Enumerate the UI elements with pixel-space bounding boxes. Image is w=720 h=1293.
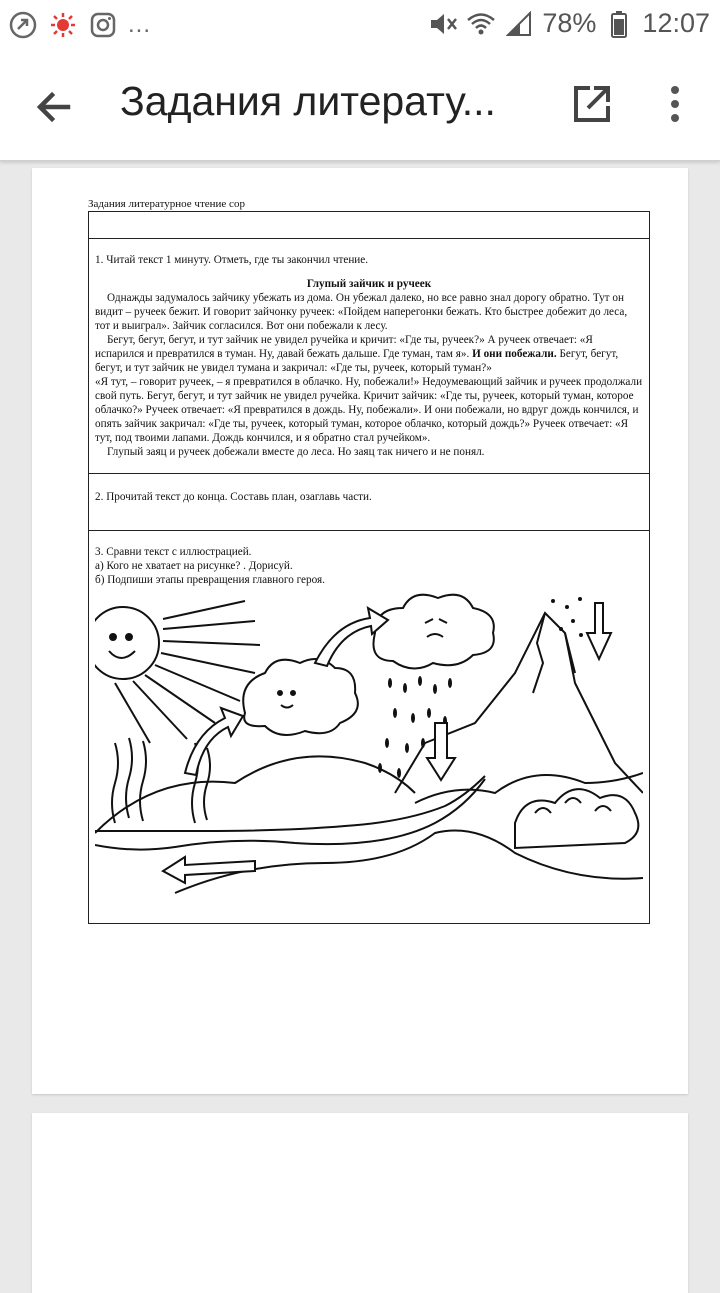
hills-drawing: [95, 756, 638, 848]
wifi-icon: [466, 9, 496, 39]
task-1-instruction: 1. Читай текст 1 минуту. Отметь, где ты закончил чтение.: [95, 254, 369, 266]
task-3-item-a: а) Кого не хватает на рисунке? . Дорисуй.: [95, 560, 293, 572]
story-bold-span: И они побежали.: [472, 348, 557, 360]
more-notifications-indicator: ...: [128, 11, 152, 38]
task-3-instruction: 3. Сравни текст с иллюстрацией.: [95, 546, 252, 558]
water-cycle-illustration: [95, 593, 643, 905]
empty-row: [89, 212, 650, 239]
back-button[interactable]: [30, 83, 78, 131]
rain-cloud-drawing: [373, 595, 493, 669]
more-vert-icon: [660, 82, 690, 126]
document-page[interactable]: [32, 168, 688, 1094]
signal-icon: [504, 9, 534, 39]
battery-icon: [604, 9, 634, 39]
task-3-cell: [89, 531, 650, 924]
task-table: [88, 211, 650, 924]
story-paragraph: [95, 333, 643, 375]
app-bar: [0, 50, 720, 161]
document-title: Задания литерату...: [120, 78, 496, 124]
story-paragraph: «Я тут, – говорит ручеек, – я превратился в облачко. Ну, побежали!» Недоумевающий зайчик и ручеек продолжали свой путь. Бегут, бегут, и тут зайчик не увидел ручейка. Кричит зайчик: «Где ты, ручеек, который туман, которое облачко?» Ручеек отвечает: «Я превратился в дождь. Ну, побежали». И они побежали, но вдруг дождь кончился, и опять зайчик закричал: «Где ты, ручеек, который туман, которое облачко, который дождь?» Ручеек отвечает: «Я тут, под твоими лапами. Дождь кончился, и я обратно стал ручейком».: [95, 376, 643, 444]
story-title: Глупый зайчик и ручеек: [306, 278, 432, 290]
document-page-next[interactable]: [32, 1113, 688, 1293]
notification-icon: [48, 10, 78, 40]
mute-icon: [428, 9, 458, 39]
status-bar: [0, 0, 720, 50]
cloud-drawing: [243, 659, 358, 735]
story-text-span: Бегут, бегут, бегут, и тут зайчик не увидел ручейка и кричит: «Где ты, ручеек?» А ручеек отвечает: «Я испарился и превратился в туман. Ну, давай бежать дальше. Где туман, там я».: [95, 334, 593, 360]
story-paragraph: Однажды задумалось зайчику убежать из дома. Он убежал далеко, но все равно знал дорогу обратно. Тут он видит – ручеек бежит. И говорит зайчонку ручеек: «Пойдем наперегонки бежать. Кто быстрее добежит до леса, тот и выиграл». Зайчик согласился. Вот они побежали к лесу.: [95, 292, 628, 332]
instagram-icon: [88, 10, 118, 40]
story-paragraph: Глупый заяц и ручеек добежали вместе до леса. Но заяц так ничего и не понял.: [107, 446, 485, 458]
clock: 12:07: [642, 8, 710, 38]
missed-call-icon: [8, 10, 38, 40]
document-content: [88, 198, 650, 924]
task-2-cell: [89, 474, 650, 531]
snow-dots: [551, 597, 583, 637]
task-1-cell: [89, 239, 650, 474]
open-external-button[interactable]: [570, 82, 614, 126]
task-2-instruction: 2. Прочитай текст до конца. Составь план, озаглавь части.: [95, 491, 372, 503]
open-in-new-icon: [570, 82, 614, 126]
arrow-back-icon: [30, 83, 78, 131]
document-header: Задания литературное чтение сор: [88, 198, 245, 210]
story-text: [95, 291, 643, 459]
battery-percent: 78%: [542, 8, 597, 38]
story-text-span: Бегут, бегут, бегут, и тут зайчик не увидел тумана и закричал: «Где ты, ручеек, который туман?»: [95, 348, 619, 374]
task-3-item-b: б) Подпиши этапы превращения главного героя.: [95, 574, 325, 586]
more-options-button[interactable]: [660, 82, 690, 126]
